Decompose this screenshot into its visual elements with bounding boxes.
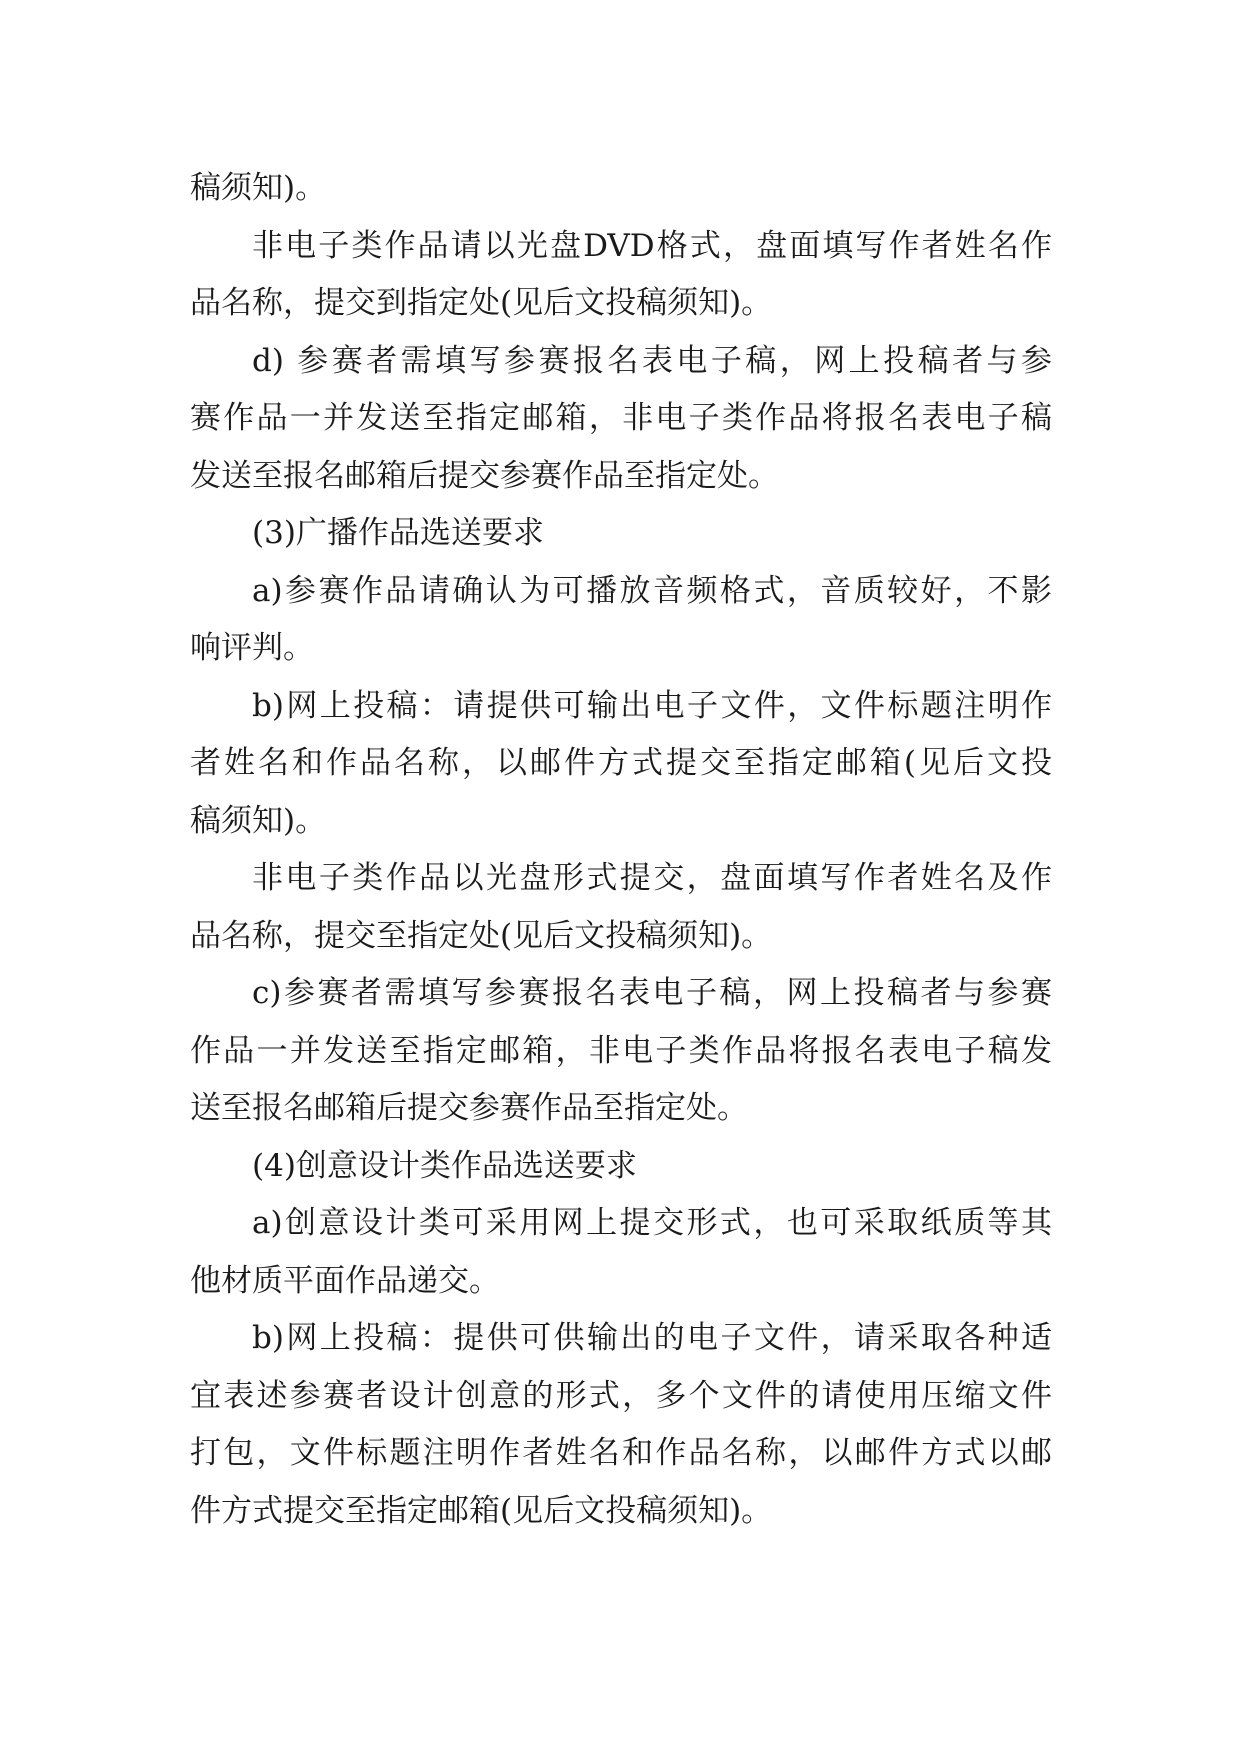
paragraph-first-line: 非电子类作品请以光盘DVD格式，盘面填写作者姓名作 bbox=[252, 227, 1052, 264]
text-line: 品名称，提交到指定处(见后文投稿须知)。 bbox=[190, 285, 773, 321]
text-line: 稿须知)。 bbox=[190, 170, 327, 206]
text-line: 他材质平面作品递交。 bbox=[190, 1262, 500, 1299]
paragraph-first-line: d) 参赛者需填写参赛报名表电子稿，网上投稿者与参 bbox=[252, 342, 1052, 379]
paragraph-first-line: b)网上投稿：请提供可输出电子文件，文件标题注明作 bbox=[252, 687, 1052, 724]
section-heading: (3)广播作品选送要求 bbox=[252, 515, 544, 551]
paragraph-first-line: a)参赛作品请确认为可播放音频格式，音质较好，不影 bbox=[252, 572, 1052, 609]
paragraph-first-line: b)网上投稿：提供可供输出的电子文件，请采取各种适 bbox=[252, 1320, 1052, 1356]
text-line: 打包，文件标题注明作者姓名和作品名称，以邮件方式以邮 bbox=[190, 1435, 1052, 1471]
text-line: 件方式提交至指定邮箱(见后文投稿须知)。 bbox=[190, 1492, 773, 1529]
text-line: 稿须知)。 bbox=[190, 802, 327, 839]
document-body bbox=[190, 160, 1052, 1540]
text-line: 宜表述参赛者设计创意的形式，多个文件的请使用压缩文件 bbox=[190, 1377, 1052, 1414]
paragraph-first-line: c)参赛者需填写参赛报名表电子稿，网上投稿者与参赛 bbox=[252, 975, 1052, 1011]
text-line: 作品一并发送至指定邮箱，非电子类作品将报名表电子稿发 bbox=[190, 1032, 1052, 1069]
paragraph-first-line: 非电子类作品以光盘形式提交，盘面填写作者姓名及作 bbox=[252, 860, 1052, 896]
text-line: 赛作品一并发送至指定邮箱，非电子类作品将报名表电子稿 bbox=[190, 400, 1052, 436]
text-line: 品名称，提交至指定处(见后文投稿须知)。 bbox=[190, 917, 773, 954]
text-line: 者姓名和作品名称，以邮件方式提交至指定邮箱(见后文投 bbox=[190, 745, 1052, 781]
text-line: 发送至报名邮箱后提交参赛作品至指定处。 bbox=[190, 457, 779, 494]
paragraph-first-line: a)创意设计类可采用网上提交形式，也可采取纸质等其 bbox=[252, 1205, 1052, 1241]
text-line: 响评判。 bbox=[190, 630, 314, 666]
section-heading: (4)创意设计类作品选送要求 bbox=[252, 1147, 637, 1184]
text-line: 送至报名邮箱后提交参赛作品至指定处。 bbox=[190, 1090, 748, 1126]
